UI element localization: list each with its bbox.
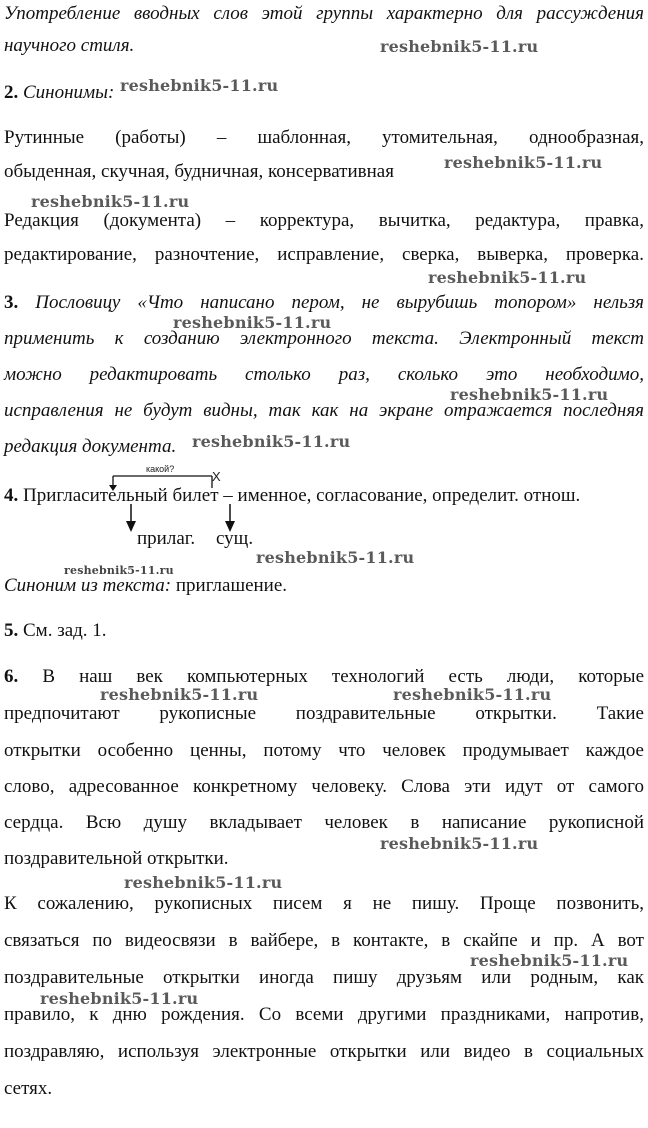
task6-para2-line-5: поздравляю, используя электронные открытки или видео в социальных — [4, 1041, 644, 1062]
task6-number: 6. — [4, 666, 19, 687]
task4-number: 4. — [4, 485, 19, 506]
label-noun: сущ. — [216, 528, 254, 549]
intro-line-2: научного стиля. — [4, 35, 135, 56]
task3-line-4: исправления не будут видны, так как на экране отражается последняя — [4, 400, 644, 421]
watermark: reshebnik5-11.ru — [40, 989, 199, 1008]
task3-line-5: редакция документа. — [4, 436, 177, 457]
watermark: reshebnik5-11.ru — [173, 313, 332, 332]
task5-number: 5. — [4, 620, 19, 641]
watermark: reshebnik5-11.ru — [428, 268, 587, 287]
task6-line-4: слово, адресованное конкретному человеку. Слова эти идут от самого — [4, 776, 644, 797]
task6-para2-line-2: связаться по видеосвязи в вайбере, в контакте, в скайпе и пр. А вот — [4, 930, 644, 951]
watermark: reshebnik5-11.ru — [450, 385, 609, 404]
watermark: reshebnik5-11.ru — [444, 153, 603, 172]
task6-line-2: предпочитают рукописные поздравительные открытки. Такие — [4, 703, 644, 724]
synonym-label: Синоним из текста: — [4, 575, 172, 596]
watermark: reshebnik5-11.ru — [124, 873, 283, 892]
watermark: reshebnik5-11.ru — [380, 834, 539, 853]
synonyms-routine-line-1: Рутинные (работы) – шаблонная, утомительная, однообразная, — [4, 127, 644, 148]
synonyms-edition-line-1: Редакция (документа) – корректура, вычитка, редактура, правка, — [4, 210, 644, 231]
cross-mark: X — [212, 469, 221, 484]
task3-text-1: Пословицу «Что написано пером, не вырубишь топором» нельзя — [35, 292, 644, 313]
watermark: reshebnik5-11.ru — [192, 432, 351, 451]
watermark: reshebnik5-11.ru — [120, 76, 279, 95]
task6-line-6: поздравительной открытки. — [4, 848, 229, 869]
task3-number: 3. — [4, 292, 19, 313]
watermark: reshebnik5-11.ru — [256, 548, 415, 567]
watermark: reshebnik5-11.ru — [31, 192, 190, 211]
arrow-to-adj-head — [126, 521, 136, 532]
task6-para2-line-1: К сожалению, рукописных писем я не пишу. Проще позвонить, — [4, 893, 644, 914]
task6-line-3: открытки особенно ценны, потому что человек продумывает каждое — [4, 740, 644, 761]
task2-title: Синонимы: — [23, 82, 115, 103]
task2-number: 2. — [4, 82, 19, 103]
task6-line-5: сердца. Всю душу вкладывает человек в написание рукописной — [4, 812, 644, 833]
task6-para2-line-3: поздравительные открытки иногда пишу друзьям или родным, как — [4, 967, 644, 988]
watermark: reshebnik5-11.ru — [100, 685, 259, 704]
synonyms-routine-line-2: обыденная, скучная, будничная, консервативная — [4, 161, 394, 182]
task2-heading — [4, 81, 644, 105]
watermark: reshebnik5-11.ru — [470, 951, 629, 970]
synonym-value: приглашение. — [171, 575, 288, 596]
task5-line — [4, 619, 644, 643]
task3-line-3: можно редактировать столько раз, сколько это необходимо, — [4, 364, 644, 385]
watermark: reshebnik5-11.ru — [393, 685, 552, 704]
task3-line-2: применить к созданию электронного текста. Электронный текст — [4, 328, 644, 349]
task6-para2-line-4: правило, к дню рождения. Со всеми другими праздниками, напротив, — [4, 1004, 644, 1025]
task6-text-1: В наш век компьютерных технологий есть люди, которые — [42, 666, 645, 687]
task3-line-1 — [4, 291, 644, 315]
watermark: reshebnik5-11.ru — [380, 37, 539, 56]
synonym-line — [4, 574, 644, 598]
task6-para2-line-6: сетях. — [4, 1078, 53, 1099]
intro-line-1: Употребление вводных слов этой группы характерно для рассуждения — [4, 3, 644, 24]
question-label: какой? — [146, 464, 175, 474]
label-adjective: прилаг. — [137, 528, 196, 549]
task4-sentence: Пригласительный билет – именное, согласование, определит. отнош. — [23, 485, 581, 506]
watermark: reshebnik5-11.ru — [64, 564, 174, 577]
synonyms-edition-line-2: редактирование, разночтение, исправление, сверка, выверка, проверка. — [4, 244, 644, 265]
task4-line — [4, 484, 644, 508]
task5-text: См. зад. 1. — [18, 620, 107, 641]
